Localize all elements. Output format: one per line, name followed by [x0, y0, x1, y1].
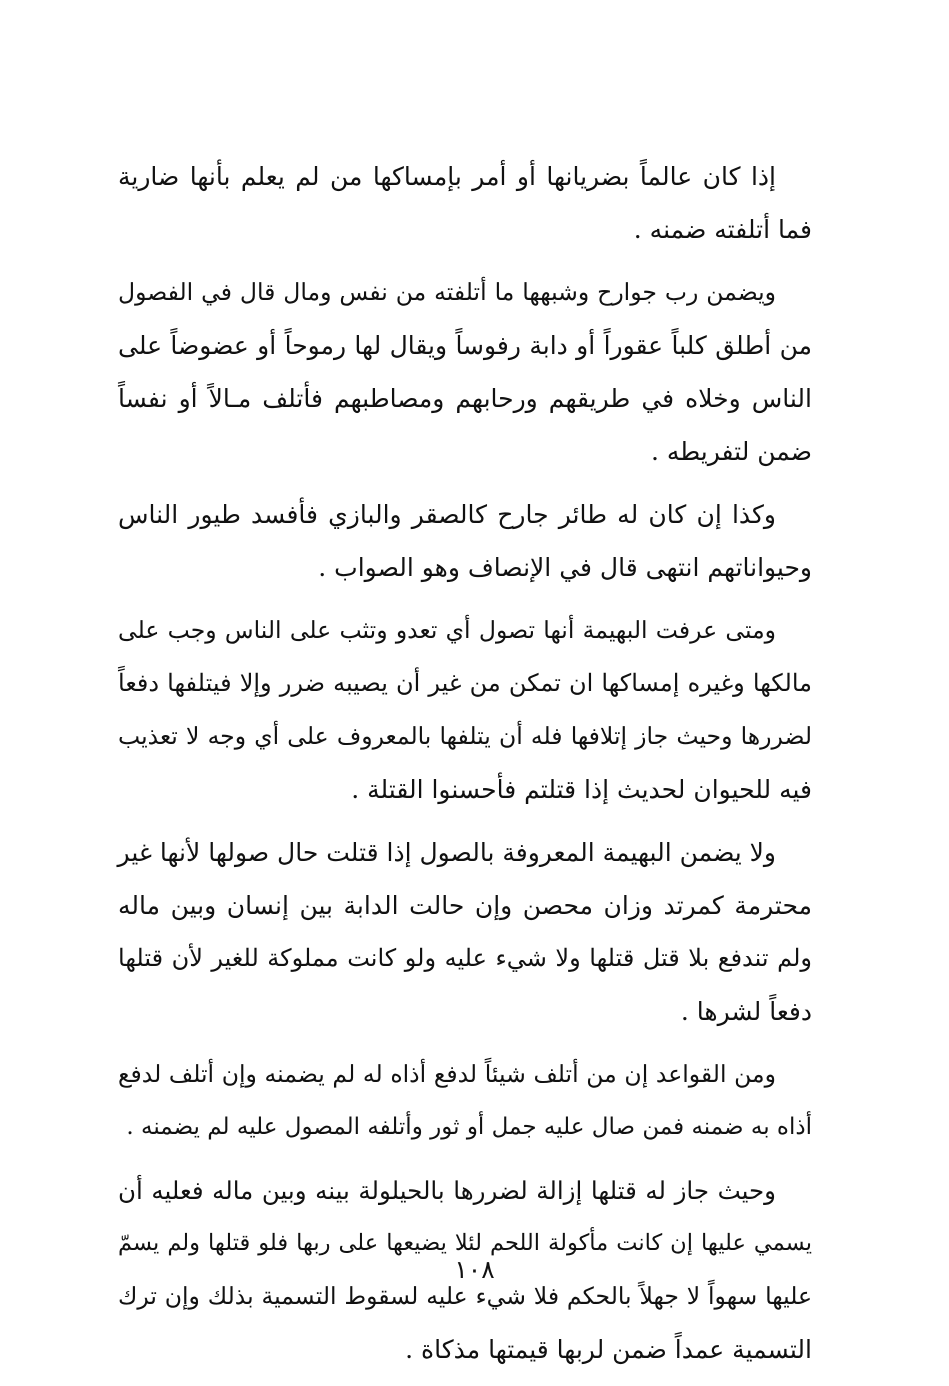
text-line: من أطلق كلباً عقوراً أو دابة رفوساً ويقال لها رموحاً أو عضوضاً على [118, 331, 812, 360]
text-line: ولا يضمن البهيمة المعروفة بالصول إذا قتلت حال صولها لأنها غير [117, 838, 776, 867]
paragraph [118, 604, 812, 816]
paragraph [118, 150, 812, 256]
text-line: محترمة كمرتد وزان محصن وإن حالت الدابة بين إنسان وبين ماله [118, 891, 812, 920]
text-line: فيه للحيوان لحديث إذا قتلتم فأحسنوا القتلة . [351, 775, 812, 804]
text-line: ولم تندفع بلا قتل قتلها ولا شيء عليه ولو كانت مملوكة للغير لأن قتلها [118, 944, 812, 972]
page-number: ١٠٨ [454, 1255, 495, 1284]
text-line: الناس وخلاه في طريقهم ورحابهم ومصاطبهم فأتلف مـالاً أو نفساً [118, 384, 812, 413]
text-line: التسمية عمداً ضمن لربها قيمتها مذكاة . [405, 1335, 812, 1364]
paragraph [118, 1048, 812, 1154]
paragraph [118, 488, 812, 594]
text-line: أذاه به ضمنه فمن صال عليه جمل أو ثور وأتلفه المصول عليه لم يضمنه . [126, 1114, 812, 1140]
text-line: وحيواناتهم انتهى قال في الإنصاف وهو الصواب . [318, 553, 812, 582]
text-line: عليها سهواً لا جهلاً بالحكم فلا شيء عليه لسقوط التسمية بذلك وإن ترك [118, 1282, 812, 1310]
text-line: ويضمن رب جوارح وشبهها ما أتلفته من نفس ومال قال في الفصول [118, 278, 776, 306]
text-line: دفعاً لشرها . [680, 997, 812, 1026]
text-line: إذا كان عالماً بضريانها أو أمر بإمساكها من لم يعلم بأنها ضارية [118, 162, 776, 191]
text-line: وحيث جاز له قتلها إزالة لضررها بالحيلولة بينه وبين ماله فعليه أن [118, 1176, 776, 1205]
text-line: وكذا إن كان له طائر جارح كالصقر والبازي فأفسد طيور الناس [118, 500, 776, 529]
text-line: لضررها وحيث جاز إتلافها فله أن يتلفها بالمعروف على أي وجه لا تعذيب [118, 722, 812, 750]
text-line: يسمي عليها إن كانت مأكولة اللحم لئلا يضيعها على ربها فلو قتلها ولم يسمّ [118, 1230, 812, 1256]
text-line: ومن القواعد إن من أتلف شيئاً لدفع أذاه له لم يضمنه وإن أتلف لدفع [118, 1060, 776, 1088]
paragraph [118, 266, 812, 478]
body-text [118, 150, 812, 1386]
text-line: فما أتلفته ضمنه . [633, 215, 812, 244]
text-line: ضمن لتفريطه . [650, 437, 812, 466]
paragraph [118, 826, 812, 1038]
text-line: ومتى عرفت البهيمة أنها تصول أي تعدو وتثب على الناس وجب على [118, 616, 776, 644]
text-line: مالكها وغيره إمساكها ان تمكن من غير أن يصيبه ضرر وإلا فيتلفها دفعاً [118, 669, 812, 697]
